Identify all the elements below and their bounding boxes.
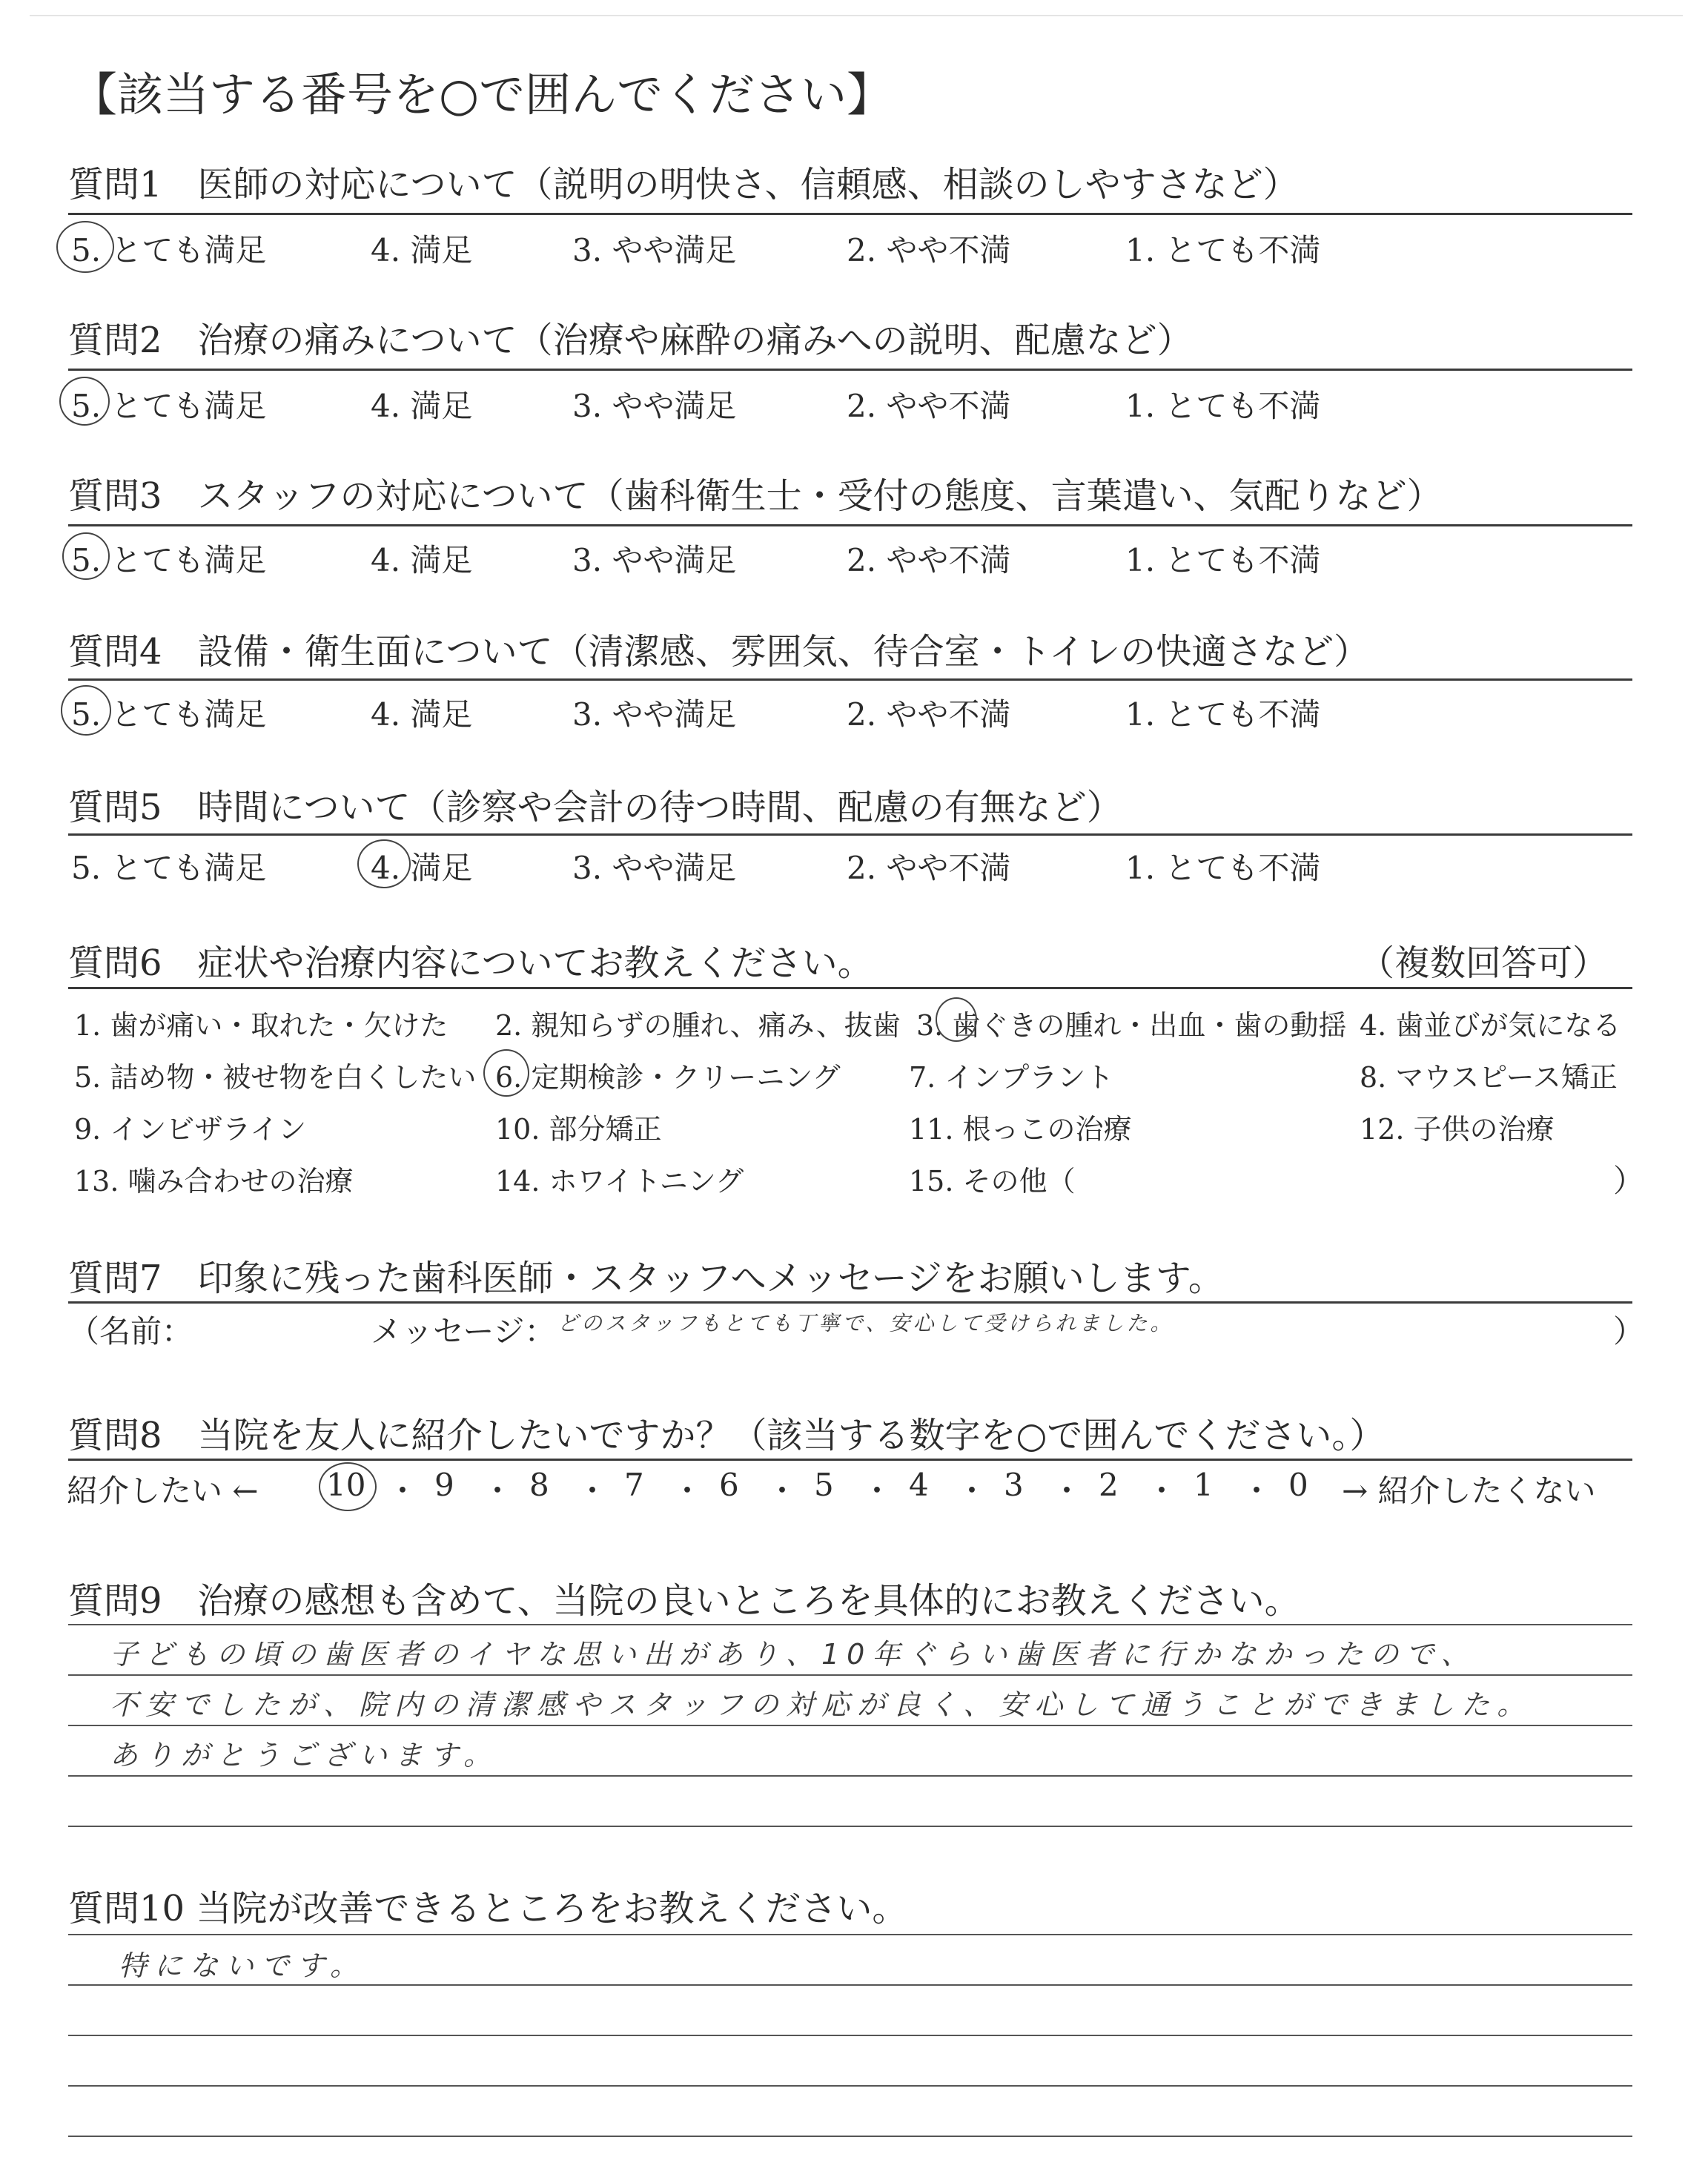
q9-handwritten-line-3: ありがとうございます。 bbox=[110, 1739, 499, 1771]
question-3-title: 質問3 スタッフの対応について（歯科衛生士・受付の態度、言葉遣い、気配りなど） bbox=[68, 475, 1443, 517]
q6-selection-circle-6 bbox=[483, 1049, 529, 1097]
q2-option-2[interactable]: 2. やや不満 bbox=[847, 388, 1011, 424]
q9-handwritten-line-1: 子どもの頃の歯医者のイヤな思い出があり、10年ぐらい歯医者に行かなかったので、 bbox=[110, 1638, 1477, 1671]
q6-item-9[interactable]: 9. インビザライン bbox=[74, 1113, 307, 1146]
q6-item-13[interactable]: 13. 噛み合わせの治療 bbox=[74, 1165, 354, 1198]
q1-option-1[interactable]: 1. とても不満 bbox=[1125, 232, 1321, 268]
q4-option-1[interactable]: 1. とても不満 bbox=[1125, 696, 1321, 733]
q6-item-11[interactable]: 11. 根っこの治療 bbox=[909, 1113, 1132, 1146]
q1-selection-circle bbox=[56, 221, 114, 273]
q8-scale-value-3[interactable]: 3 bbox=[1004, 1467, 1024, 1503]
q3-option-2[interactable]: 2. やや不満 bbox=[847, 542, 1011, 578]
question-6-rule bbox=[68, 987, 1632, 989]
q8-scale-separator: ・ bbox=[577, 1473, 609, 1509]
q8-scale-separator: ・ bbox=[956, 1473, 988, 1509]
question-6-note: （複数回答可） bbox=[1358, 942, 1608, 984]
q9-line-3 bbox=[68, 1725, 1632, 1726]
q4-option-5[interactable]: 5. とても満足 bbox=[71, 696, 267, 733]
q7-handwritten-message: どのスタッフもとても丁寧で、安心して受けられました。 bbox=[557, 1311, 1174, 1335]
q4-option-3[interactable]: 3. やや満足 bbox=[572, 696, 737, 733]
q8-scale-value-6[interactable]: 6 bbox=[719, 1467, 739, 1503]
q9-line-2 bbox=[68, 1674, 1632, 1676]
q6-item-15[interactable]: 15. その他（ bbox=[909, 1165, 1076, 1198]
q3-selection-circle bbox=[62, 532, 110, 580]
question-7-rule bbox=[68, 1301, 1632, 1304]
q8-scale-separator: ・ bbox=[387, 1473, 419, 1509]
q6-other-close-paren: ） bbox=[1613, 1163, 1645, 1199]
q8-scale-separator: ・ bbox=[482, 1473, 514, 1509]
q8-left-label: 紹介したい ← bbox=[67, 1473, 259, 1509]
q3-option-3[interactable]: 3. やや満足 bbox=[572, 542, 737, 578]
q10-line-1 bbox=[68, 1934, 1632, 1935]
q9-handwritten-line-2: 不安でしたが、院内の清潔感やスタッフの対応が良く、安心して通うことができました。 bbox=[110, 1688, 1533, 1721]
q10-line-2 bbox=[68, 1984, 1632, 1986]
q9-line-1 bbox=[68, 1624, 1632, 1625]
q6-item-2[interactable]: 2. 親知らずの腫れ、痛み、抜歯 bbox=[495, 1009, 901, 1042]
q8-scale-value-8[interactable]: 8 bbox=[529, 1467, 549, 1503]
q8-scale-value-2[interactable]: 2 bbox=[1099, 1467, 1119, 1503]
q9-line-4 bbox=[68, 1775, 1632, 1777]
q4-selection-circle bbox=[61, 685, 111, 736]
q8-scale-separator: ・ bbox=[861, 1473, 893, 1509]
q2-option-4[interactable]: 4. 満足 bbox=[371, 388, 473, 424]
question-8-rule bbox=[68, 1459, 1632, 1461]
q6-item-8[interactable]: 8. マウスピース矯正 bbox=[1360, 1061, 1618, 1094]
q8-scale-separator: ・ bbox=[1241, 1473, 1273, 1509]
q6-item-12[interactable]: 12. 子供の治療 bbox=[1360, 1113, 1555, 1146]
q6-item-14[interactable]: 14. ホワイトニング bbox=[495, 1165, 744, 1198]
q6-item-5[interactable]: 5. 詰め物・被せ物を白くしたい bbox=[74, 1061, 477, 1094]
q8-scale-value-4[interactable]: 4 bbox=[909, 1467, 929, 1503]
question-4-rule bbox=[68, 678, 1632, 681]
question-9-title: 質問9 治療の感想も含めて、当院の良いところを具体的にお教えください。 bbox=[68, 1580, 1300, 1622]
q8-scale-separator: ・ bbox=[767, 1473, 798, 1509]
q8-scale-separator: ・ bbox=[1051, 1473, 1083, 1509]
q4-option-2[interactable]: 2. やや不満 bbox=[847, 696, 1011, 733]
q6-item-1[interactable]: 1. 歯が痛い・取れた・欠けた bbox=[74, 1009, 448, 1042]
question-10-title: 質問10 当院が改善できるところをお教えください。 bbox=[68, 1888, 908, 1929]
q8-scale-value-9[interactable]: 9 bbox=[434, 1467, 454, 1503]
top-edge-line bbox=[30, 15, 1683, 16]
q5-selection-circle bbox=[357, 839, 411, 888]
question-1-title: 質問1 医師の対応について（説明の明快さ、信頼感、相談のしやすさなど） bbox=[68, 164, 1299, 205]
q1-option-3[interactable]: 3. やや満足 bbox=[572, 232, 737, 268]
q6-item-7[interactable]: 7. インプラント bbox=[909, 1061, 1114, 1094]
q6-selection-circle-3 bbox=[936, 997, 977, 1042]
question-6-title: 質問6 症状や治療内容についてお教えください。 bbox=[68, 942, 873, 984]
q4-option-4[interactable]: 4. 満足 bbox=[371, 696, 473, 733]
q10-line-4 bbox=[68, 2085, 1632, 2087]
q5-option-5[interactable]: 5. とても満足 bbox=[71, 850, 267, 886]
question-3-rule bbox=[68, 524, 1632, 526]
q3-option-5[interactable]: 5. とても満足 bbox=[71, 542, 267, 578]
q8-scale-separator: ・ bbox=[672, 1473, 704, 1509]
q1-option-2[interactable]: 2. やや不満 bbox=[847, 232, 1011, 268]
q10-line-3 bbox=[68, 2035, 1632, 2036]
question-5-title: 質問5 時間について（診察や会計の待つ時間、配慮の有無など） bbox=[68, 787, 1122, 828]
q7-name-label: （名前： bbox=[68, 1313, 193, 1350]
q10-handwritten-line-1: 特にないです。 bbox=[119, 1949, 365, 1982]
q8-scale-value-10[interactable]: 10 bbox=[326, 1467, 366, 1503]
q3-option-4[interactable]: 4. 満足 bbox=[371, 542, 473, 578]
question-8-title: 質問8 当院を友人に紹介したいですか？（該当する数字を○で囲んでください。） bbox=[68, 1415, 1386, 1456]
q2-option-1[interactable]: 1. とても不満 bbox=[1125, 388, 1321, 424]
q5-option-4[interactable]: 4. 満足 bbox=[371, 850, 473, 886]
question-1-rule bbox=[68, 213, 1632, 215]
q6-item-3[interactable]: 3. 歯ぐきの腫れ・出血・歯の動揺 bbox=[916, 1009, 1347, 1042]
question-4-title: 質問4 設備・衛生面について（清潔感、雰囲気、待合室・トイレの快適さなど） bbox=[68, 631, 1370, 673]
q10-line-5 bbox=[68, 2136, 1632, 2137]
q5-option-3[interactable]: 3. やや満足 bbox=[572, 850, 737, 886]
q5-option-1[interactable]: 1. とても不満 bbox=[1125, 850, 1321, 886]
q8-scale-separator: ・ bbox=[1146, 1473, 1178, 1509]
q8-scale-value-7[interactable]: 7 bbox=[624, 1467, 644, 1503]
q5-option-2[interactable]: 2. やや不満 bbox=[847, 850, 1011, 886]
q2-option-5[interactable]: 5. とても満足 bbox=[71, 388, 267, 424]
q2-option-3[interactable]: 3. やや満足 bbox=[572, 388, 737, 424]
q6-item-10[interactable]: 10. 部分矯正 bbox=[495, 1113, 662, 1146]
question-7-title: 質問7 印象に残った歯科医師・スタッフへメッセージをお願いします。 bbox=[68, 1258, 1224, 1299]
question-5-rule bbox=[68, 833, 1632, 836]
q7-message-label: メッセージ： bbox=[371, 1313, 556, 1350]
q1-option-5[interactable]: 5. とても満足 bbox=[71, 232, 267, 268]
q9-line-5 bbox=[68, 1826, 1632, 1827]
q7-close-paren: ） bbox=[1613, 1313, 1645, 1350]
q6-item-4[interactable]: 4. 歯並びが気になる bbox=[1360, 1009, 1621, 1042]
q8-selection-circle bbox=[319, 1462, 377, 1511]
instruction-header: 【該当する番号を○で囲んでください】 bbox=[71, 67, 893, 122]
q8-scale-value-5[interactable]: 5 bbox=[814, 1467, 834, 1503]
q6-item-6[interactable]: 6. 定期検診・クリーニング bbox=[495, 1061, 841, 1094]
q8-scale-value-0[interactable]: 0 bbox=[1288, 1467, 1308, 1503]
q8-scale-value-1[interactable]: 1 bbox=[1194, 1467, 1214, 1503]
q8-right-label: → 紹介したくない bbox=[1342, 1473, 1596, 1509]
q3-option-1[interactable]: 1. とても不満 bbox=[1125, 542, 1321, 578]
question-2-rule bbox=[68, 369, 1632, 371]
question-2-title: 質問2 治療の痛みについて（治療や麻酔の痛みへの説明、配慮など） bbox=[68, 320, 1193, 361]
q1-option-4[interactable]: 4. 満足 bbox=[371, 232, 473, 268]
q2-selection-circle bbox=[59, 377, 110, 426]
